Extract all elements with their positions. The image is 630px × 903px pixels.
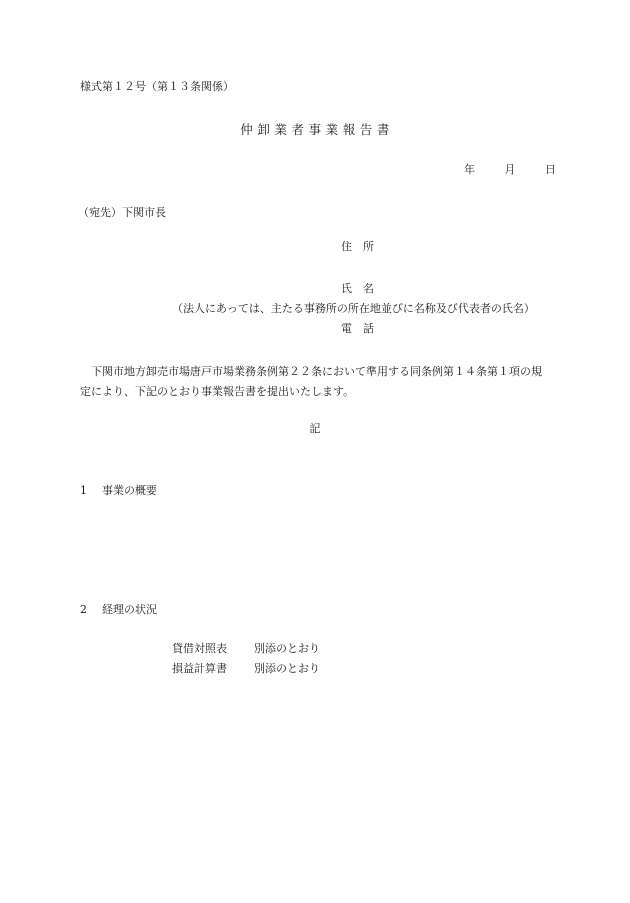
financial-row-income-statement	[172, 662, 320, 676]
section-title: 経理の状況	[102, 603, 157, 616]
financial-label: 貸借対照表	[172, 642, 227, 655]
date-day-label: 日	[545, 163, 556, 176]
section-business-overview	[80, 484, 157, 498]
address-label: 住 所	[341, 240, 374, 253]
section-title: 事業の概要	[102, 484, 157, 497]
ki-heading: 記	[309, 422, 321, 435]
section-accounting-status	[80, 603, 157, 617]
phone-label: 電 話	[341, 322, 374, 335]
document-title: 仲 卸 業 者 事 業 報 告 書	[240, 122, 390, 137]
financial-value: 別添のとおり	[254, 662, 320, 675]
section-number: 1	[80, 484, 87, 497]
name-note: （法人にあっては、主たる事務所の所在地並びに名称及び代表者の氏名）	[172, 302, 535, 315]
form-number: 様式第１２号（第１３条関係）	[80, 80, 234, 93]
financial-label: 損益計算書	[172, 662, 227, 675]
date-line	[464, 163, 556, 177]
date-month-label: 月	[504, 163, 516, 176]
name-label: 氏 名	[341, 282, 374, 295]
financial-row-balance-sheet	[172, 642, 320, 656]
section-number: 2	[80, 603, 87, 616]
body-paragraph: 下関市地方卸売市場唐戸市場業務条例第２２条において準用する同条例第１４条第１項の規定により、下記のとおり事業報告書を提出いたします。	[80, 365, 542, 398]
date-year-label: 年	[464, 163, 475, 176]
financial-value: 別添のとおり	[254, 642, 320, 655]
addressee: （宛先）下関市長	[78, 206, 166, 219]
